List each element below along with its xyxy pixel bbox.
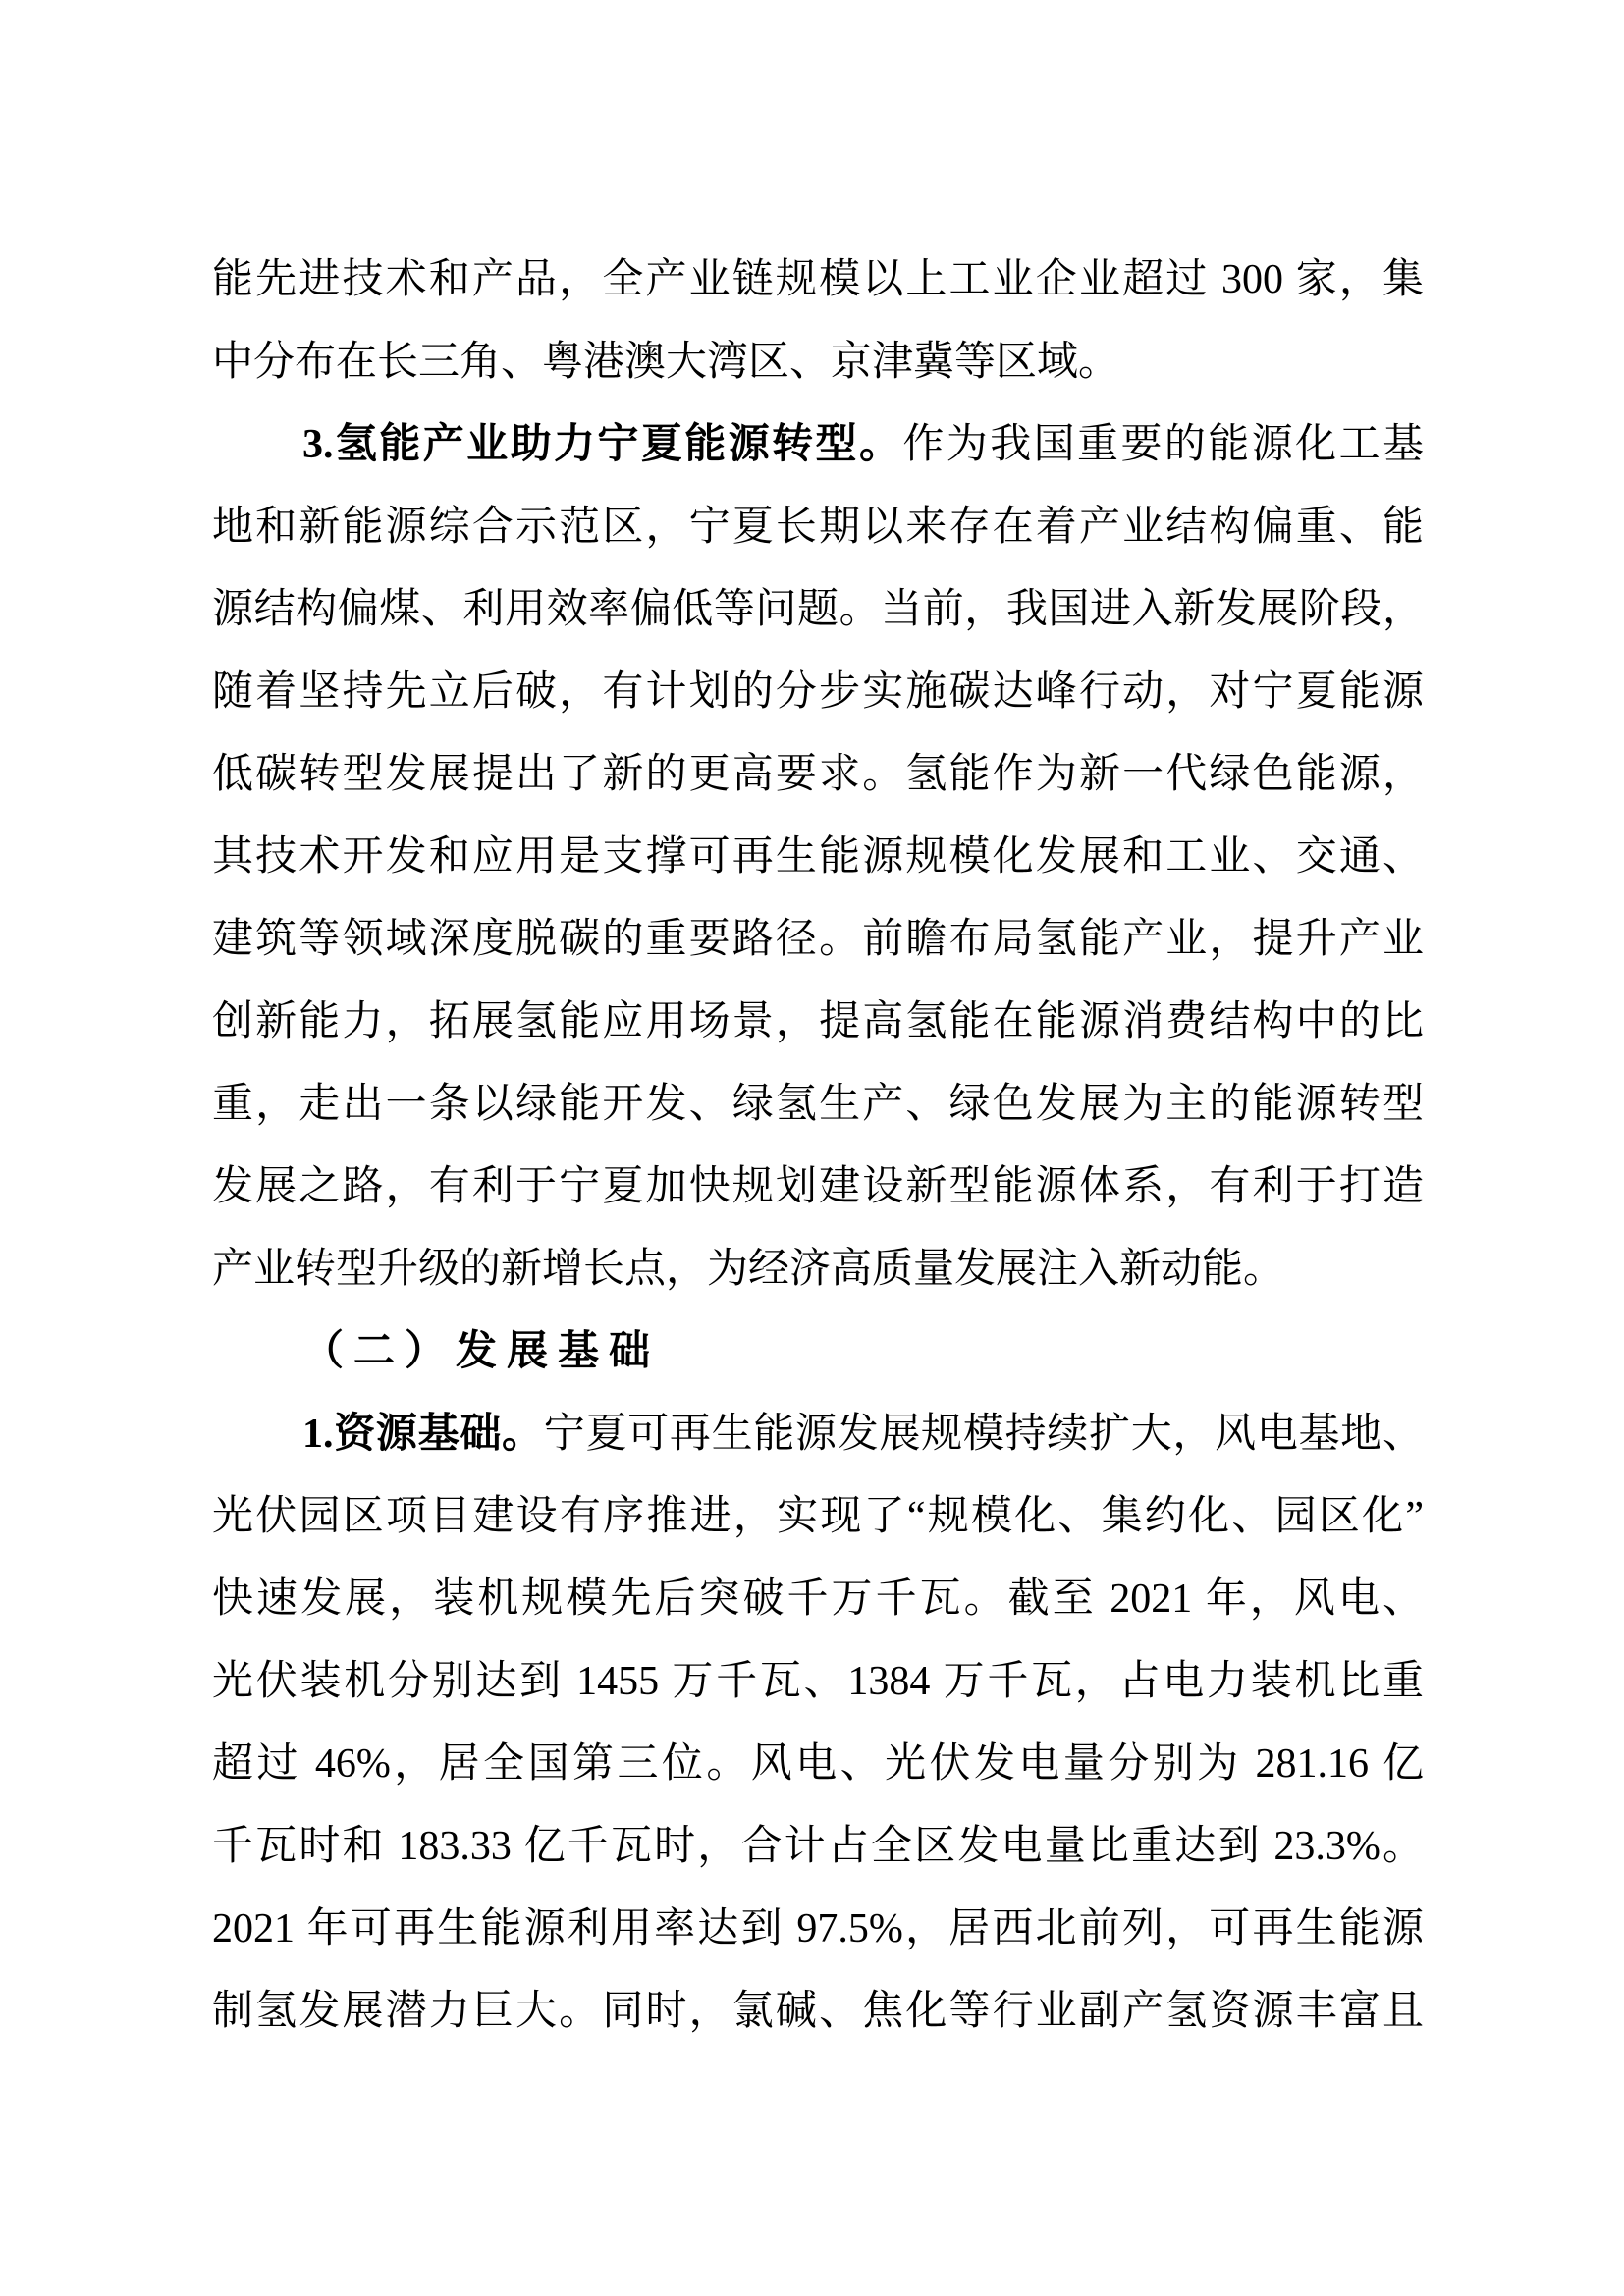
text-line [212, 651, 1424, 733]
text-segment: 宁夏可再生能源发展规模持续扩大，风电基地、 [543, 1412, 1424, 1457]
text-segment: 制氢发展潜力巨大。同时，氯碱、焦化等行业副产氢资源丰富且 [212, 1989, 1424, 2034]
text-line [212, 981, 1424, 1063]
text-line [212, 1475, 1424, 1558]
text-segment: 源结构偏煤、利用效率偏低等问题。当前，我国进入新发展阶段， [212, 587, 1424, 632]
text-segment: 创新能力，拓展氢能应用场景，提高氢能在能源消费结构中的比 [212, 999, 1424, 1044]
text-line [212, 816, 1424, 898]
text-line [212, 1640, 1424, 1723]
text-segment: 作为我国重要的能源化工基 [902, 422, 1424, 467]
text-line [212, 1805, 1424, 1888]
text-line [212, 321, 1424, 403]
text-segment: 产业转型升级的新增长点，为经济高质量发展注入新动能。 [212, 1247, 1285, 1292]
text-line [212, 403, 1424, 486]
text-segment: 中分布在长三角、粤港澳大湾区、京津冀等区域。 [212, 340, 1120, 385]
text-segment: 发展之路，有利于宁夏加快规划建设新型能源体系，有利于打造 [212, 1164, 1424, 1209]
text-line [212, 1228, 1424, 1310]
text-segment: 重，走出一条以绿能开发、绿氢生产、绿色发展为主的能源转型 [212, 1082, 1424, 1127]
text-segment: 能先进技术和产品，全产业链规模以上工业企业超过 300 家，集 [212, 257, 1424, 302]
text-segment: （二）发展基础 [302, 1329, 661, 1374]
text-line [212, 1558, 1424, 1640]
text-line [212, 1888, 1424, 1970]
heading-segment: 1.资源基础。 [302, 1412, 544, 1457]
text-segment: 2021 年可再生能源利用率达到 97.5%，居西北前列，可再生能源 [212, 1906, 1424, 1951]
document-content [212, 239, 1424, 2053]
text-line [212, 1310, 1424, 1393]
text-segment: 地和新能源综合示范区，宁夏长期以来存在着产业结构偏重、能 [212, 505, 1424, 550]
text-line [212, 1970, 1424, 2053]
text-segment: 快速发展，装机规模先后突破千万千瓦。截至 2021 年，风电、 [212, 1576, 1424, 1622]
text-segment: 建筑等领域深度脱碳的重要路径。前瞻布局氢能产业，提升产业 [212, 917, 1424, 962]
text-line [212, 1063, 1424, 1146]
text-line [212, 898, 1424, 981]
text-segment: 其技术开发和应用是支撑可再生能源规模化发展和工业、交通、 [212, 834, 1424, 880]
text-line [212, 1723, 1424, 1805]
text-segment: 光伏装机分别达到 1455 万千瓦、1384 万千瓦，占电力装机比重 [212, 1659, 1424, 1704]
text-line [212, 568, 1424, 651]
heading-segment: 3.氢能产业助力宁夏能源转型。 [302, 422, 903, 467]
text-segment: 低碳转型发展提出了新的更高要求。氢能作为新一代绿色能源， [212, 752, 1424, 797]
text-line [212, 239, 1424, 321]
text-line [212, 486, 1424, 568]
text-segment: 超过 46%，居全国第三位。风电、光伏发电量分别为 281.16 亿 [212, 1741, 1424, 1787]
text-line [212, 733, 1424, 816]
text-segment: 光伏园区项目建设有序推进，实现了“规模化、集约化、园区化” [212, 1494, 1424, 1539]
text-line [212, 1393, 1424, 1475]
text-segment: 千瓦时和 183.33 亿千瓦时，合计占全区发电量比重达到 23.3%。 [212, 1824, 1424, 1869]
text-line [212, 1146, 1424, 1228]
text-segment: 随着坚持先立后破，有计划的分步实施碳达峰行动，对宁夏能源 [212, 669, 1424, 715]
